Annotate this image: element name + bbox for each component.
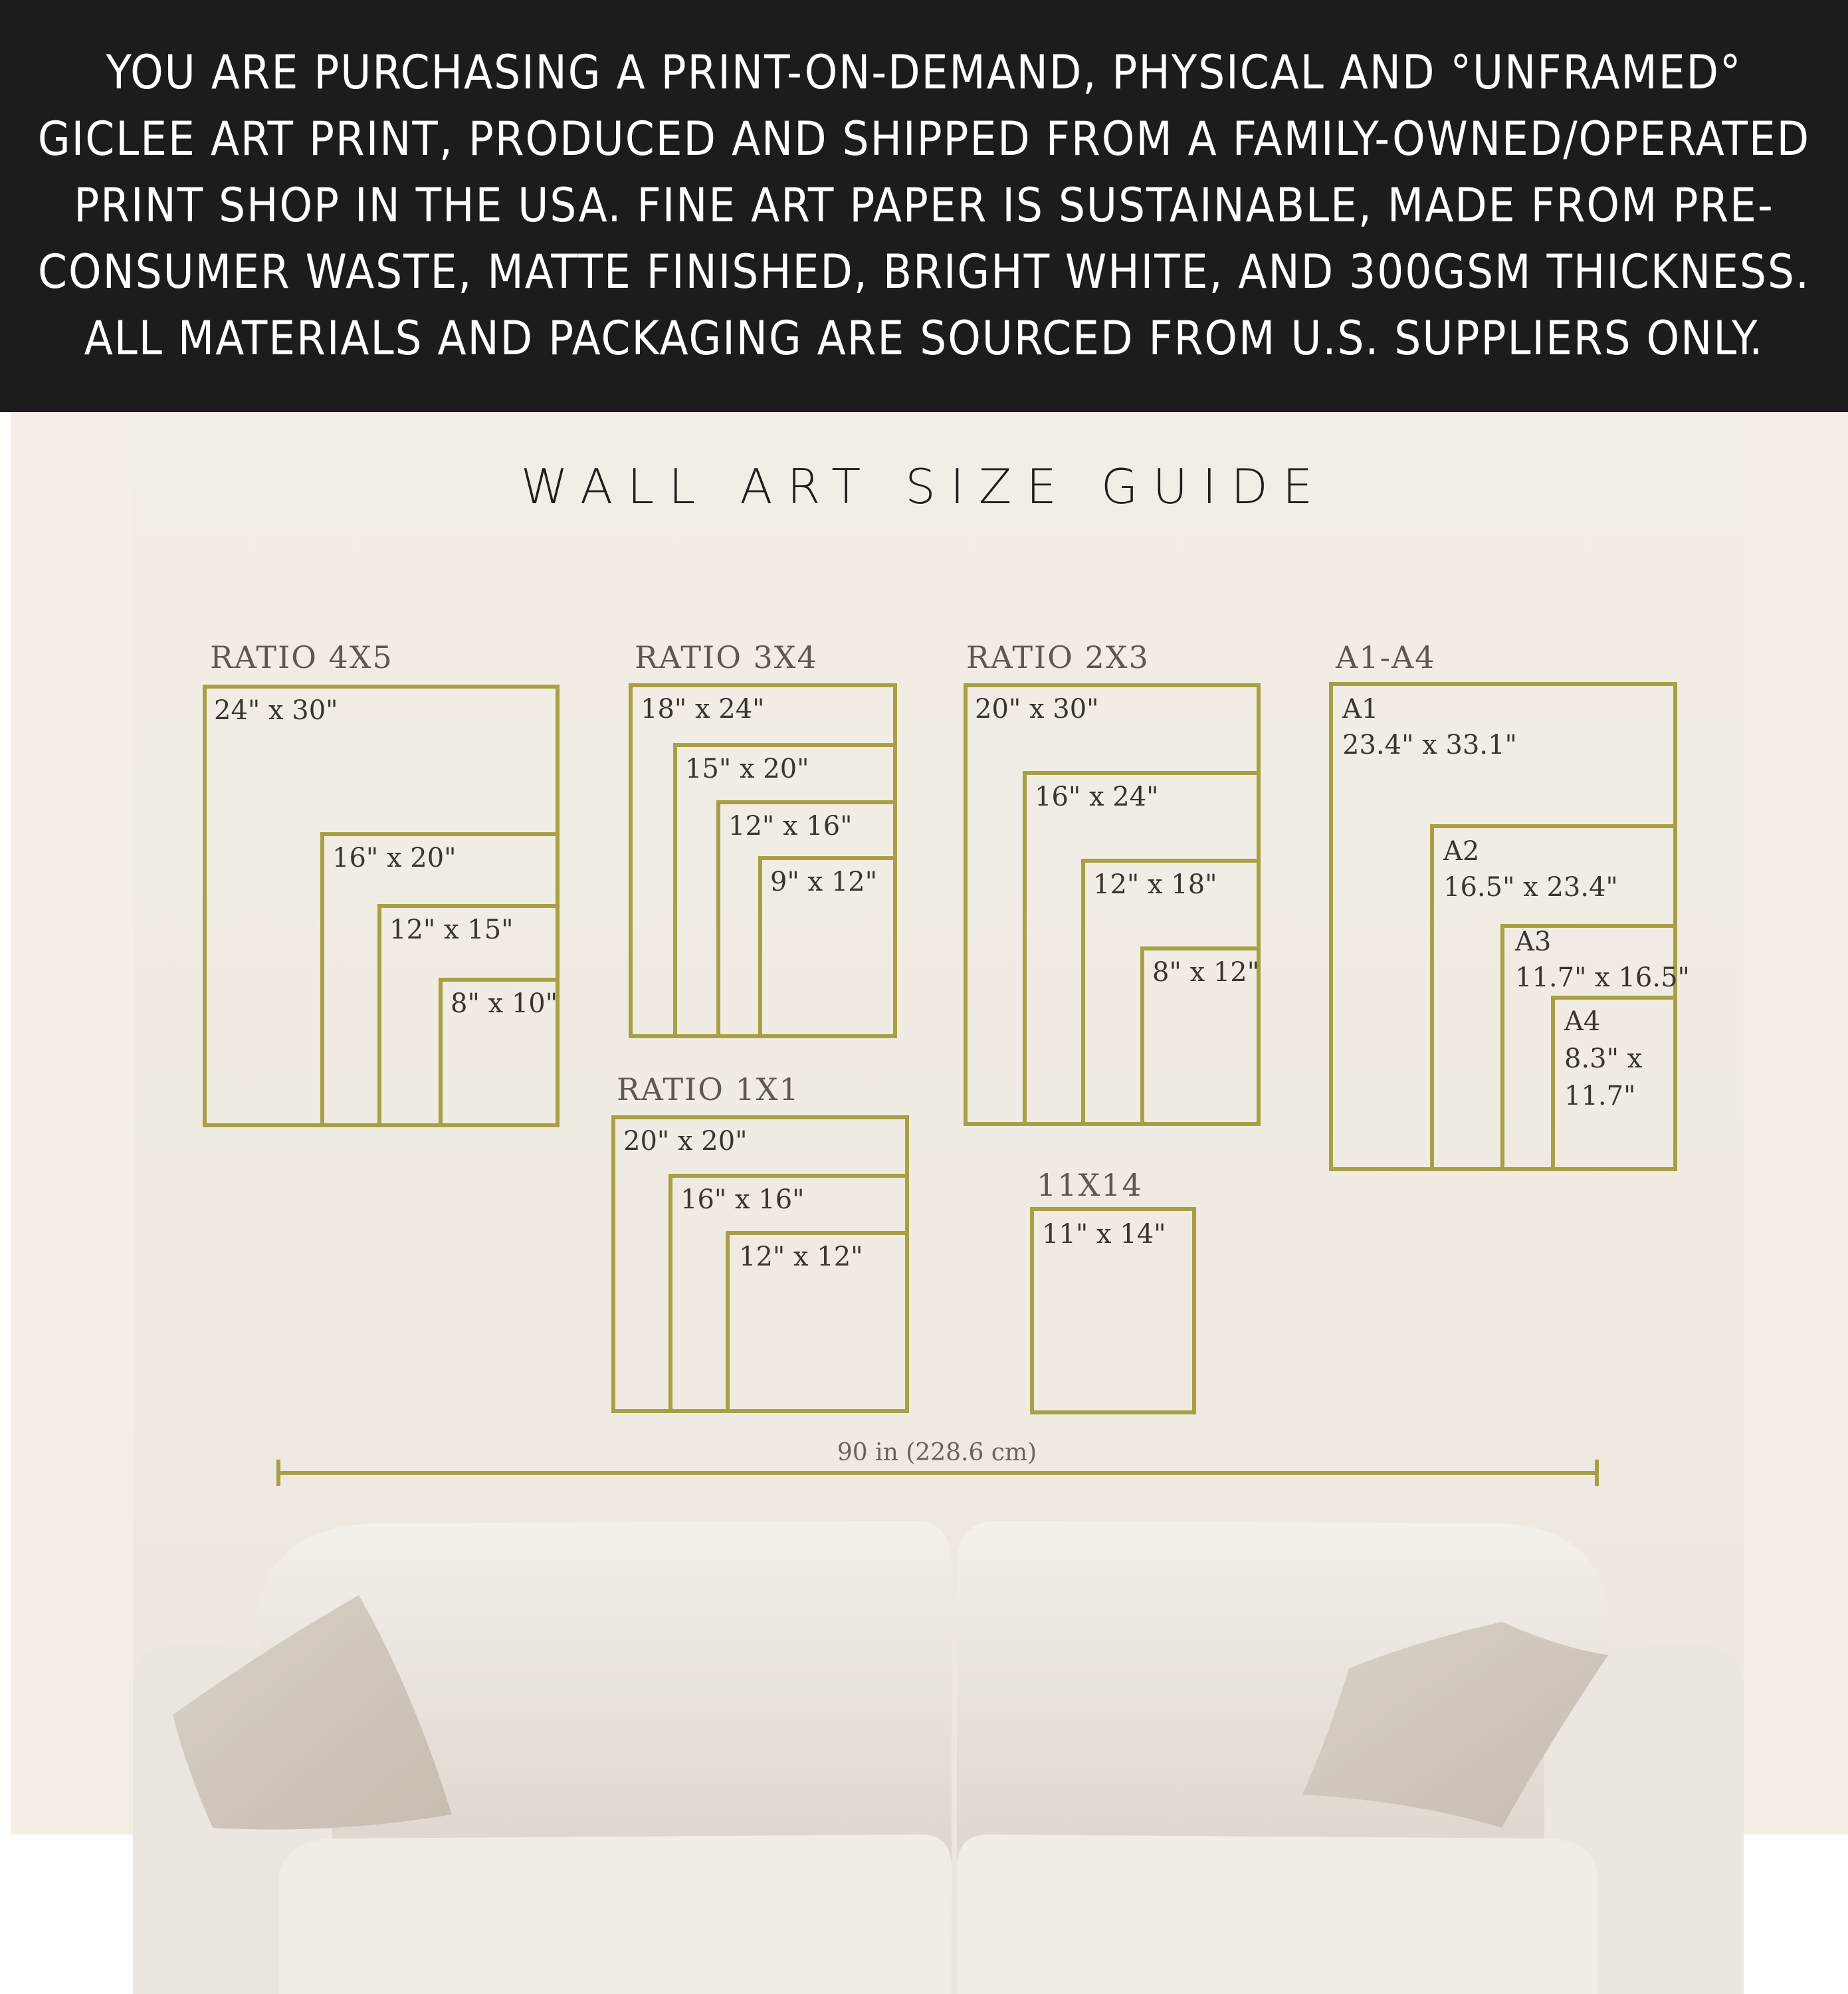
- size-label-18x24: 18" x 24": [641, 694, 765, 724]
- banner-line-3: PRINT SHOP IN THE USA. FINE ART PAPER IS SUSTAINABLE, MADE FROM PRE-: [74, 178, 1774, 233]
- banner-line-2: GICLEE ART PRINT, PRODUCED AND SHIPPED FROM A FAMILY-OWNED/OPERATED: [37, 112, 1811, 166]
- size-label-15x20: 15" x 20": [685, 754, 809, 784]
- size-name-a1: A1: [1342, 694, 1379, 724]
- group-label-ratio-1x1: RATIO 1X1: [617, 1071, 800, 1107]
- size-label-a2: 16.5" x 23.4": [1443, 872, 1618, 903]
- size-label-12x15: 12" x 15": [389, 915, 514, 945]
- size-label-20x20: 20" x 20": [623, 1126, 748, 1157]
- size-label-24x30: 24" x 30": [214, 695, 338, 726]
- group-label-11x14: 11X14: [1037, 1167, 1143, 1203]
- seat-cushion-right: [957, 1834, 1597, 1994]
- measure-line: [276, 1471, 1599, 1475]
- group-label-ratio-3x4: RATIO 3X4: [635, 639, 818, 675]
- size-label-16x16: 16" x 16": [680, 1184, 805, 1215]
- size-label-12x16: 12" x 16": [728, 811, 853, 841]
- group-label-ratio-2x3: RATIO 2X3: [966, 639, 1150, 675]
- size-label-12x12: 12" x 12": [739, 1242, 863, 1272]
- banner-line-5: ALL MATERIALS AND PACKAGING ARE SOURCED FROM U.S. SUPPLIERS ONLY.: [84, 311, 1764, 366]
- size-name-a4: A4: [1564, 1006, 1601, 1037]
- measure-end-left: [276, 1460, 280, 1486]
- size-guide-title: WALL ART SIZE GUIDE: [520, 459, 1328, 514]
- size-name-a3: A3: [1515, 927, 1552, 957]
- seat-cushion-left: [279, 1834, 952, 1994]
- size-label-12x18: 12" x 18": [1093, 869, 1217, 900]
- banner-line-1: YOU ARE PURCHASING A PRINT-ON-DEMAND, PHYSICAL AND °UNFRAMED°: [106, 45, 1742, 100]
- size-label-a3: 11.7" x 16.5": [1515, 962, 1690, 993]
- size-label-20x30: 20" x 30": [975, 694, 1099, 724]
- size-label-9x12: 9" x 12": [770, 867, 878, 897]
- size-name-a2: A2: [1443, 836, 1480, 867]
- size-label-11x14: 11" x 14": [1042, 1219, 1166, 1250]
- size-label-a4-line2: 11.7": [1564, 1081, 1636, 1111]
- measure-end-right: [1595, 1460, 1599, 1486]
- size-label-8x12: 8" x 12": [1152, 957, 1260, 988]
- size-label-a4-line1: 8.3" x: [1564, 1044, 1643, 1074]
- size-label-8x10: 8" x 10": [451, 988, 558, 1019]
- size-label-a1: 23.4" x 33.1": [1342, 730, 1517, 760]
- sofa-illustration: [133, 1515, 1744, 1994]
- measure-label: 90 in (228.6 cm): [837, 1439, 1037, 1466]
- group-label-a1-a4: A1-A4: [1336, 639, 1436, 675]
- size-label-16x24: 16" x 24": [1035, 782, 1159, 812]
- group-label-ratio-4x5: RATIO 4X5: [210, 639, 393, 675]
- info-banner: [0, 0, 1848, 412]
- size-label-16x20: 16" x 20": [332, 843, 457, 873]
- banner-line-4: CONSUMER WASTE, MATTE FINISHED, BRIGHT WHITE, AND 300GSM THICKNESS.: [38, 245, 1810, 299]
